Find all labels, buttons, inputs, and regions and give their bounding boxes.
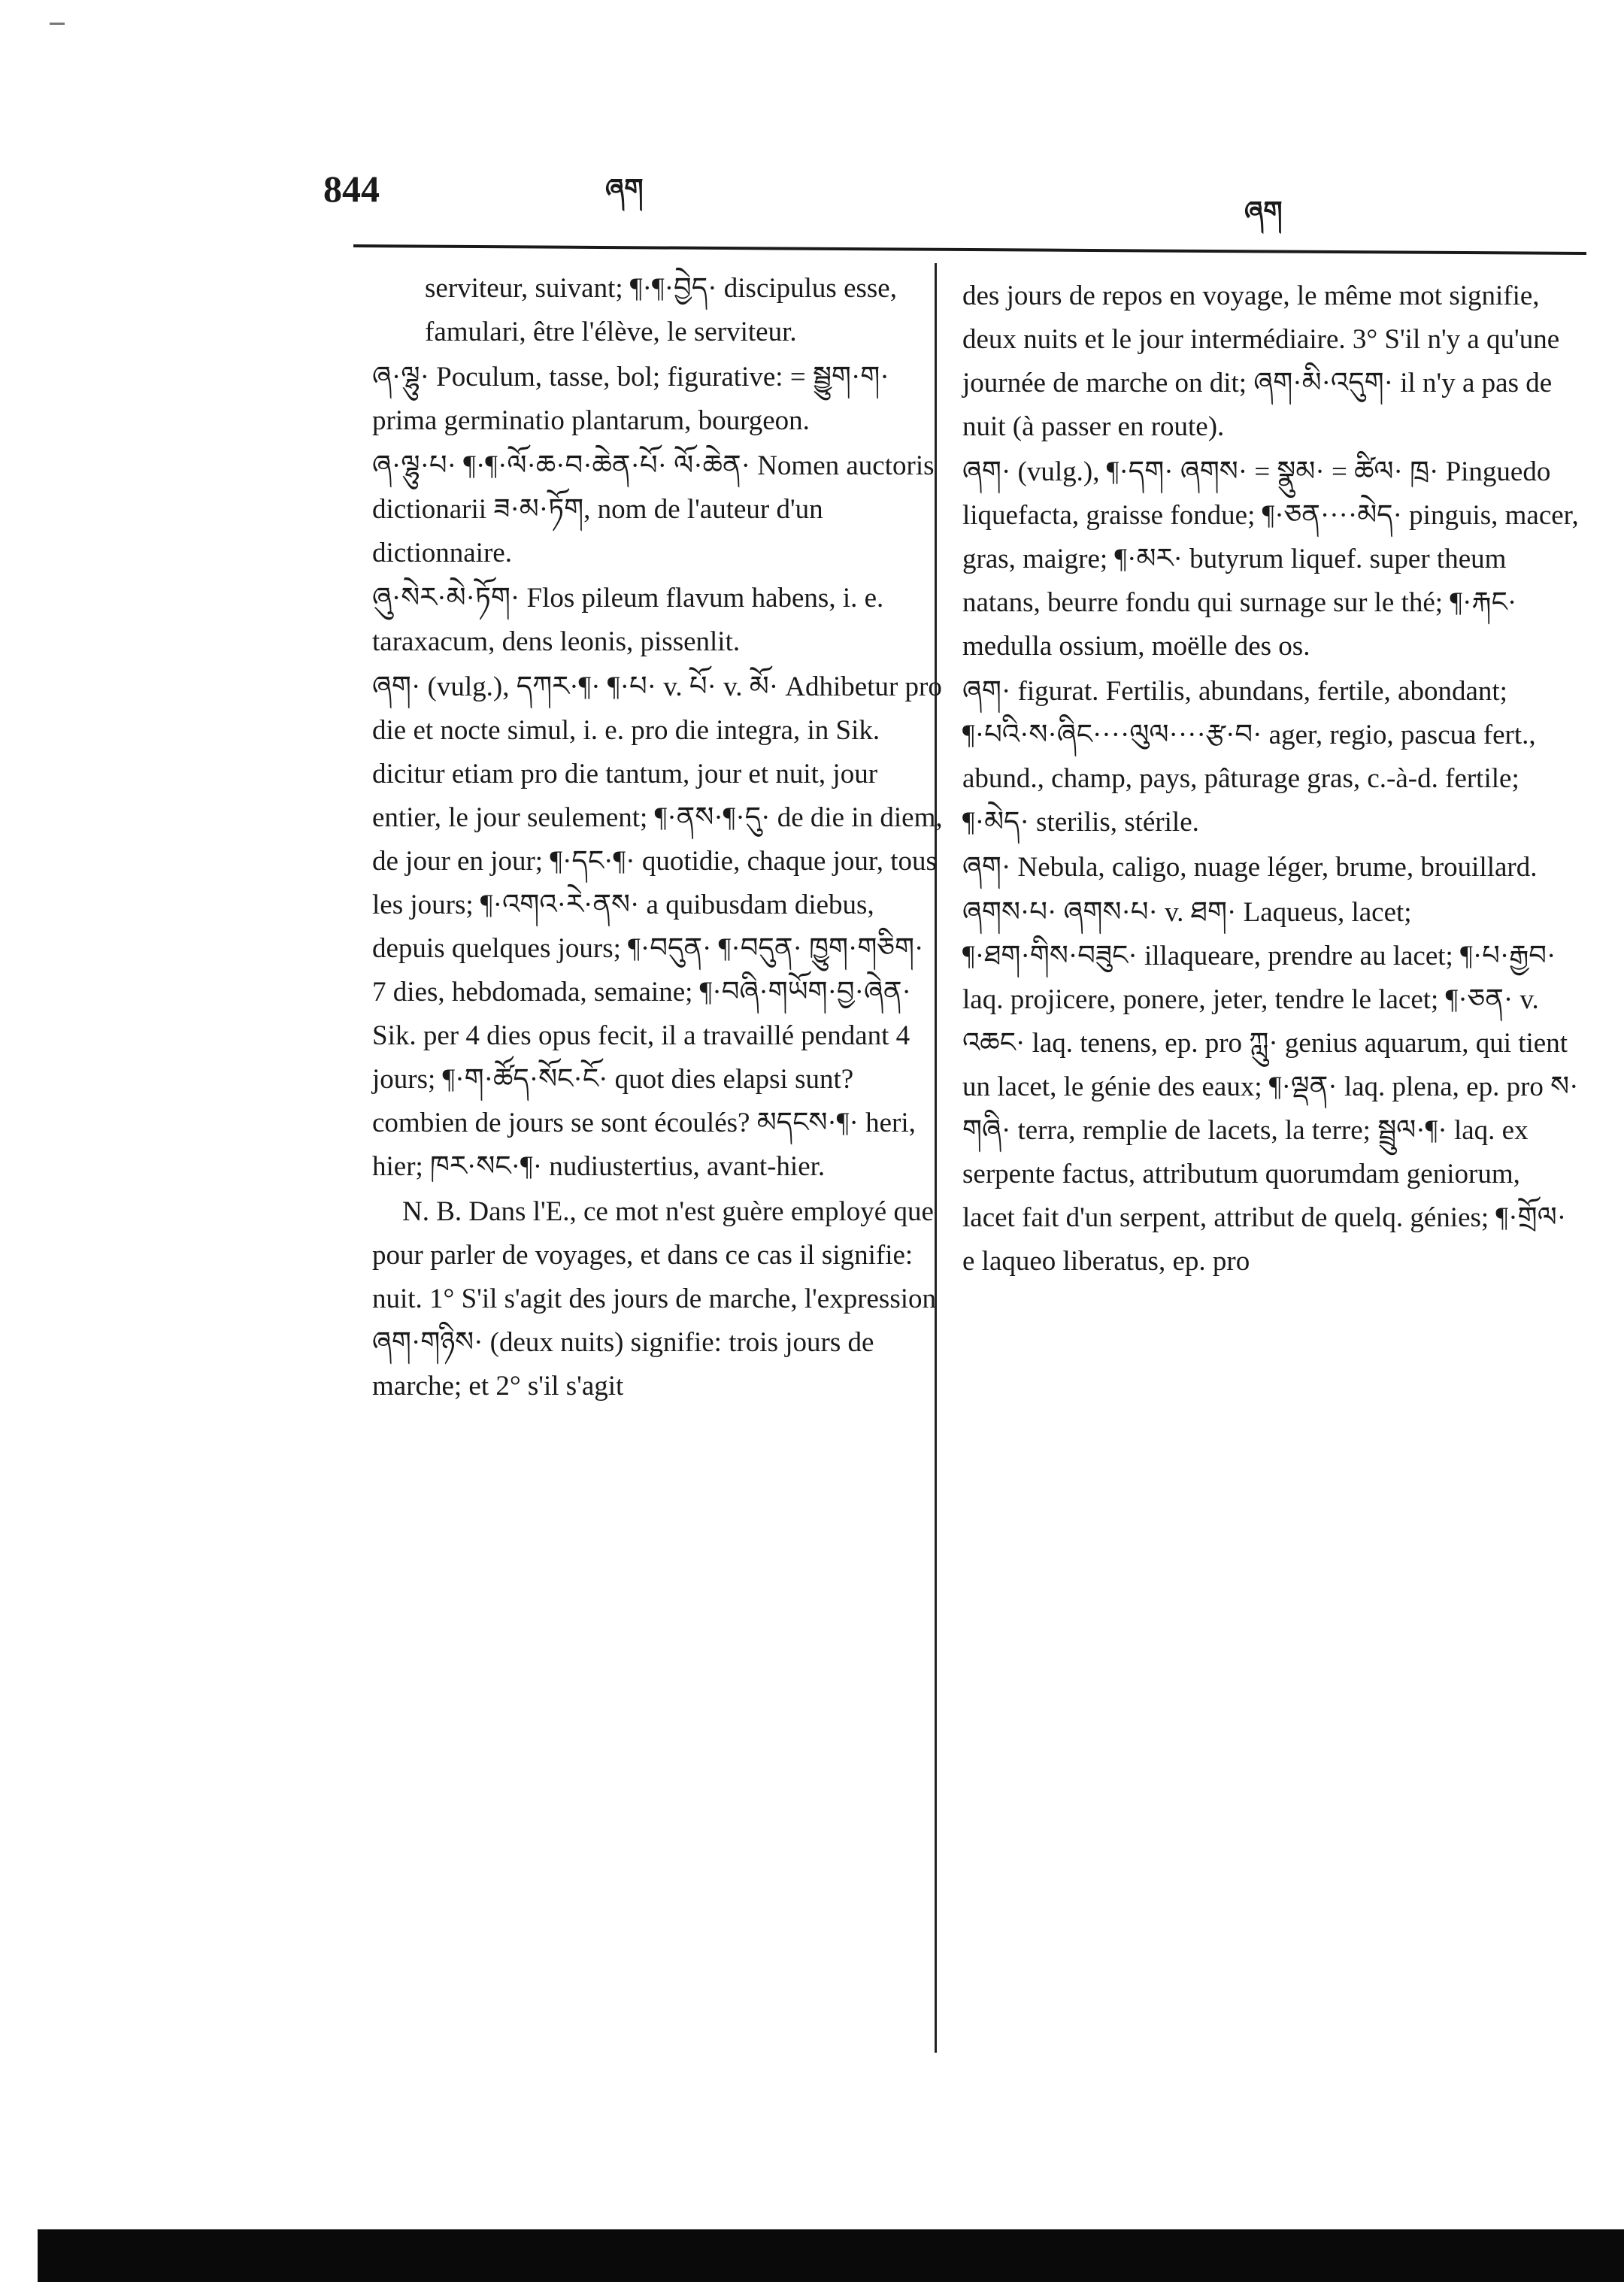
scan-bottom-edge	[38, 2229, 1624, 2282]
scan-mark	[50, 23, 65, 25]
entry-nota-bene: N. B. Dans l'E., ce mot n'est guère employé que pour parler de voyages, et dans ce cas il signifie: nuit. 1° S'il s'agit des jours de marche, l'expression ཞག·གཉིས· (deux nuits) signifie: trois jours de marche; et 2° s'il s'agit	[372, 1196, 937, 1402]
entry-laqueus: ཞགས·པ· ཞགས·པ· v. ཐག· Laqueus, lacet; ¶·ཐག·གིས·བཟུང· illaqueare, prendre au lacet; ¶·པ·རྒྱབ· laq. projicere, ponere, jeter, tendre le lacet; ¶·ཅན· v. འཆང· laq. tenens, ep. pro ཀླུ· genius aquarum, qui tient un lacet, le génie des eaux; ¶·ལྡན· laq. plena, ep. pro ས· གཞི· terra, remplie de lacets, la terre; སྦྲུལ·¶· laq. ex serpente factus, attributum quorumdam geniorum, lacet fait d'un serpent, attribut de quelq. génies; ¶·གྲོལ· e laqueo liberatus, ep. pro	[962, 897, 1579, 1277]
entry-poculum: ཞ·ལྷུ· Poculum, tasse, bol; figurative: = སྦྱུག·ག· prima germinatio plantarum, bourgeon.	[372, 362, 889, 436]
running-headword-left: ཞག	[605, 174, 644, 205]
entry-serviteur-cont: serviteur, suivant; ¶·¶·བྱེད· discipulus esse, famulari, être l'élève, le serviteur.	[425, 273, 897, 347]
entry-pinguedo: ཞག· (vulg.), ¶·དག· ཞགས· = སྣུམ· = ཚིལ· ཁྲ· Pinguedo liquefacta, graisse fondue; ¶·ཅན····མེད· pinguis, macer, gras, maigre; ¶·མར· butyrum liquef. super theum natans, beurre fondu qui surnage sur le thé; ¶·རྐང· medulla ossium, moëlle des os.	[962, 456, 1579, 662]
entry-zhag-dies: ཞག· (vulg.), དཀར·¶· ¶·པ· v. པོ· v. མོ· Adhibetur pro die et nocte simul, i. e. pro die integra, in Sik. dicitur etiam pro die tantum, jour et nuit, jour entier, le jour seulement; ¶·ནས·¶·དུ· de die in diem, de jour en jour; ¶·དང·¶· quotidie, chaque jour, tous les jours; ¶·འགའ·རེ·ནས· a quibusdam diebus, depuis quelques jours; ¶·བདུན· ¶·བདུན· ཁྱུག·གཅིག· 7 dies, hebdomada, semaine; ¶·བཞི·གཡོག·བྱ·ཞེན· Sik. per 4 dies opus fecit, il a travaillé pendant 4 jours; ¶·ག·ཚོད·སོང·ངོ· quot dies elapsi sunt? combien de jours se sont écoulés? མདངས·¶· heri, hier; ཁར·སང·¶· nudiustertius, avant-hier.	[372, 671, 943, 1182]
entry-repos-cont: des jours de repos en voyage, le même mot signifie, deux nuits et le jour intermédiaire. 3° S'il n'y a qu'une journée de marche on dit; ཞག·མི·འདུག· il n'y a pas de nuit (à passer en route).	[962, 280, 1560, 442]
entry-nebula: ཞག· Nebula, caligo, nuage léger, brume, brouillard.	[962, 852, 1538, 883]
running-headword-right: ཞག	[1244, 196, 1283, 227]
entry-taraxacum: ཞུ·སེར·མེ·ཏོག· Flos pileum flavum habens, i. e. taraxacum, dens leonis, pissenlit.	[372, 583, 884, 657]
header-rule	[353, 244, 1586, 255]
page-number: 844	[323, 168, 380, 210]
entry-nomen-auctoris: ཞ·ལྷུ·པ· ¶·¶·ལོ·ཆ·བ·ཆེན·པོ· ལོ·ཆེན· Nomen auctoris dictionarii ཟ·མ·ཏོག, nom de l'auteur d'un dictionnaire.	[372, 450, 935, 568]
left-column	[372, 267, 944, 1410]
right-column	[962, 274, 1579, 1285]
entry-fertilis: ཞག· figurat. Fertilis, abundans, fertile, abondant; ¶·པའི·ས·ཞིང····ལུལ····རྩ·བ· ager, regio, pascua fert., abund., champ, pays, pâturage gras, c.-à-d. fertile; ¶·མེད· sterilis, stérile.	[962, 676, 1536, 838]
